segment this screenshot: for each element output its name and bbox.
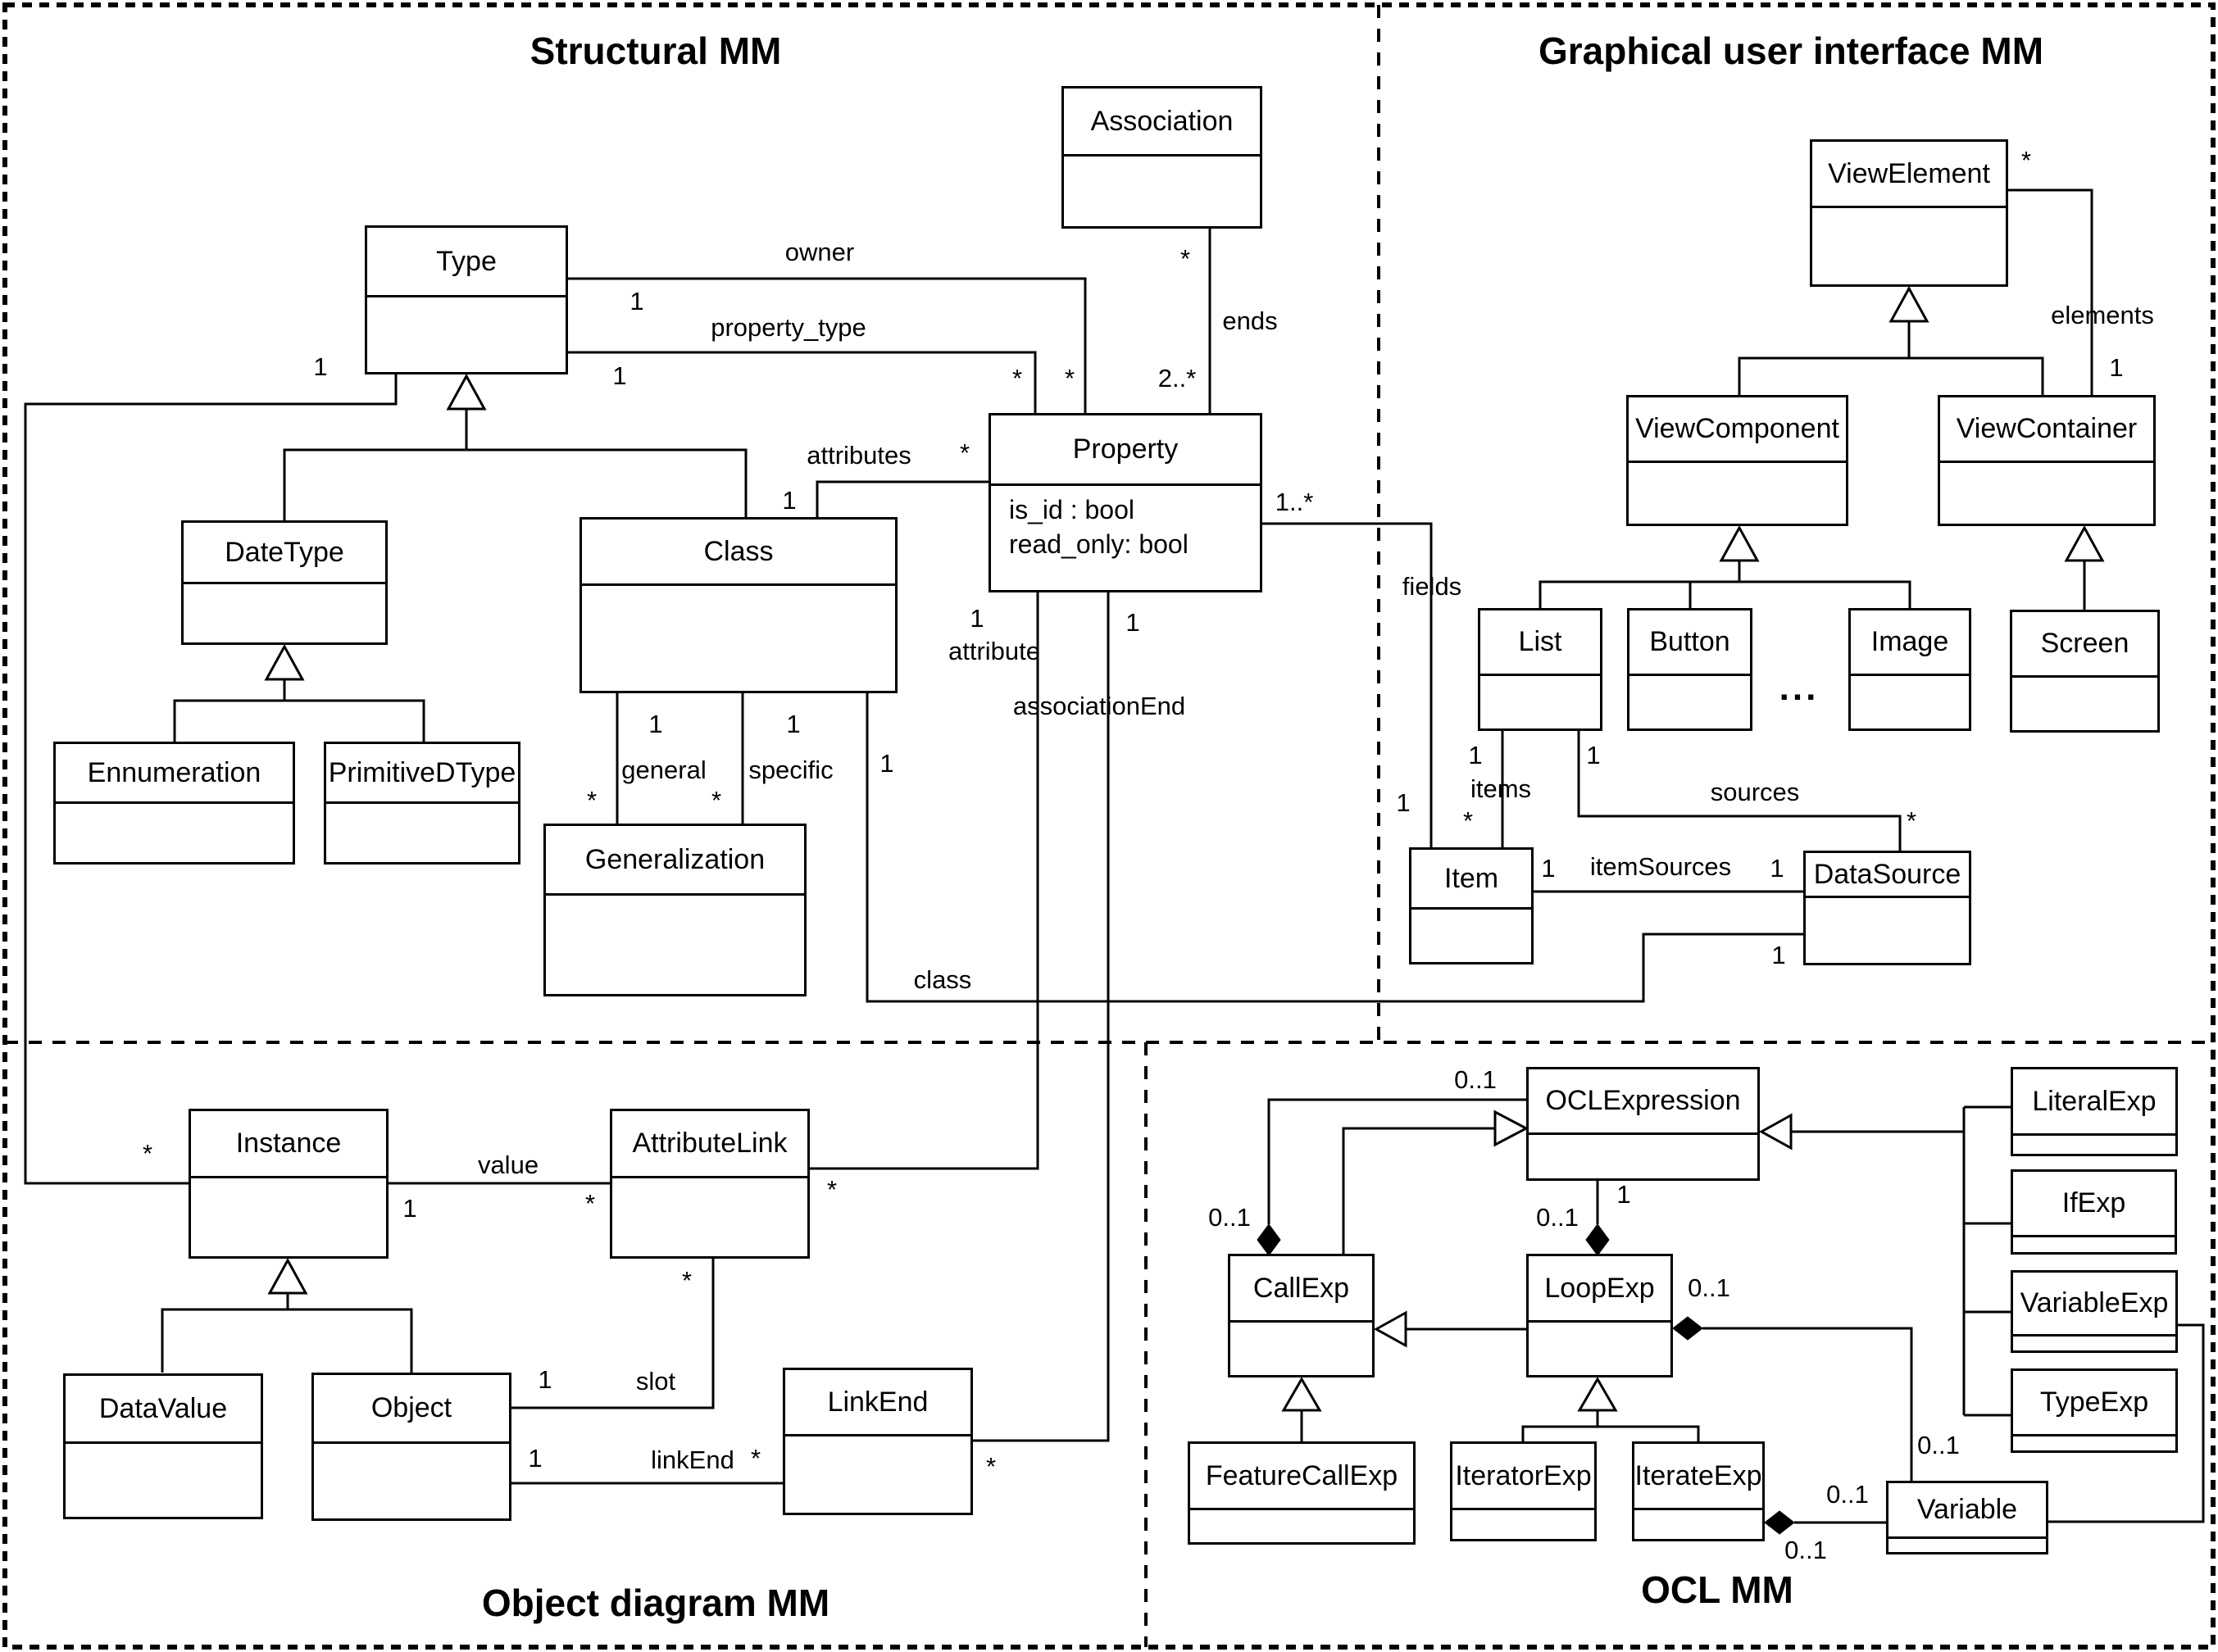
class-name-viewcomponent: ViewComponent (1629, 397, 1846, 463)
mult-loopexp-iterator-variable: 0..1 (1917, 1431, 1960, 1459)
generalization-arrow-viewcomponent (1721, 528, 1757, 560)
class-box-datasource (1803, 851, 1971, 965)
mult-link-end-object: 1 (528, 1444, 543, 1473)
mult-sources-list: 1 (1586, 741, 1601, 769)
mult-property-type-type: 1 (612, 361, 627, 390)
class-body-attributelink (612, 1178, 807, 1256)
mult-owner-type: 1 (629, 287, 644, 315)
class-body-class (582, 586, 895, 691)
class-box-instance (189, 1109, 389, 1259)
class-box-viewcontainer (1938, 395, 2156, 526)
property-attribute-read-only: read_only: bool (1009, 529, 1189, 560)
class-name-callexp: CallExp (1230, 1256, 1372, 1323)
mult-specific-generalization: * (711, 786, 722, 815)
edge-attributes (817, 482, 989, 517)
mult-owner-property: * (1064, 364, 1075, 393)
class-name-class: Class (582, 520, 895, 586)
generalization-arrow-instance (270, 1260, 306, 1293)
section-title-structural: Structural MM (530, 30, 782, 72)
mult-class-class: 1 (879, 749, 894, 778)
class-body-iteratorexp (1452, 1510, 1594, 1539)
mult-fields-item: 1 (1396, 788, 1411, 817)
class-box-image (1848, 608, 1971, 731)
class-body-oclexpression (1529, 1135, 1757, 1178)
class-box-item (1409, 847, 1534, 964)
class-box-viewcomponent (1626, 395, 1848, 526)
class-body-callexp (1230, 1323, 1372, 1375)
mult-value-instance: 1 (402, 1194, 417, 1223)
section-title-gui: Graphical user interface MM (1538, 30, 2044, 72)
mult-value-attributelink: * (584, 1189, 596, 1218)
class-name-literalexp: LiteralExp (2013, 1069, 2175, 1136)
class-name-screen: Screen (2012, 612, 2157, 678)
class-body-featurecallexp (1190, 1510, 1413, 1542)
class-name-iterateexp: IterateExp (1634, 1444, 1762, 1510)
gen-datetype-split (175, 701, 424, 742)
generalization-arrow-type (448, 376, 484, 409)
class-body-viewelement (1812, 208, 2006, 284)
mult-attributes-property: * (959, 438, 970, 467)
mult-specific-class: 1 (786, 710, 801, 738)
class-body-loopexp (1529, 1323, 1670, 1375)
mult-loopexp-body-ocle: 1 (1616, 1180, 1631, 1209)
gen-viewelement-split (1739, 358, 2043, 395)
composition-diamond-loopexp (1586, 1224, 1609, 1255)
gen-viewcomponent-split (1540, 582, 1910, 608)
class-name-generalization: Generalization (546, 826, 804, 896)
class-name-object: Object (314, 1375, 509, 1444)
class-box-button (1627, 608, 1752, 731)
gen-callexp-ocle (1343, 1128, 1495, 1254)
mult-general-generalization: * (586, 786, 598, 815)
mult-general-class: 1 (648, 710, 663, 738)
mult-item-sources-datasource: 1 (1770, 854, 1784, 883)
class-box-primitivedtype (324, 742, 520, 865)
mult-slot-object: 1 (538, 1365, 552, 1394)
class-name-item: Item (1411, 850, 1531, 910)
class-body-type (367, 297, 566, 372)
class-body-association (1064, 157, 1260, 226)
class-body-viewcontainer (1940, 463, 2153, 524)
mult-association-end-property: 1 (1125, 608, 1140, 637)
class-name-button: Button (1629, 610, 1750, 676)
class-body-instance (191, 1178, 386, 1256)
edge-elements (2008, 190, 2092, 395)
class-body-screen (2012, 678, 2157, 730)
gen-instance-split (162, 1309, 411, 1373)
class-name-iteratorexp: IteratorExp (1452, 1444, 1594, 1510)
edge-property-type (568, 352, 1035, 413)
mult-link-end-linkend: * (750, 1444, 761, 1473)
class-box-ifexp (2011, 1169, 2177, 1255)
label-value: value (477, 1150, 539, 1179)
class-box-variable (1886, 1481, 2048, 1554)
edge-owner (568, 279, 1085, 413)
mult-callexp-owner-ocle: 0..1 (1454, 1065, 1497, 1094)
class-body-ifexp (2013, 1237, 2175, 1252)
generalization-arrow-callexp (1284, 1379, 1320, 1410)
mult-class-datasource: 1 (1771, 941, 1786, 969)
label-sources: sources (1710, 778, 1800, 806)
class-box-linkend (783, 1368, 973, 1515)
label-items: items (1470, 774, 1532, 803)
class-box-list (1478, 608, 1602, 731)
class-name-ennumeration: Ennumeration (56, 744, 293, 804)
class-name-oclexpression: OCLExpression (1529, 1069, 1757, 1135)
composition-diamond-iterate-variable (1765, 1511, 1794, 1534)
class-body-literalexp (2013, 1136, 2175, 1154)
class-box-screen (2010, 610, 2160, 733)
generalization-arrow-loopexp (1579, 1379, 1616, 1410)
label-general: general (621, 756, 707, 784)
class-name-variableexp: VariableExp (2013, 1273, 2175, 1337)
generalization-arrow-callexp-right (1376, 1313, 1406, 1346)
mult-association-end-linkend: * (985, 1452, 997, 1481)
ellipsis-more-components: ... (1779, 668, 1820, 708)
mult-elements-viewcontainer: 1 (2109, 353, 2124, 382)
class-box-iteratorexp (1450, 1441, 1597, 1541)
mult-property-type-property: * (1011, 364, 1023, 393)
label-fields: fields (1402, 572, 1462, 601)
class-box-type (365, 225, 568, 374)
label-link-end: linkEnd (651, 1446, 734, 1474)
class-name-viewcontainer: ViewContainer (1940, 397, 2153, 463)
mult-type-instance-instance: * (142, 1139, 153, 1168)
class-name-linkend: LinkEnd (785, 1370, 970, 1436)
class-name-image: Image (1851, 610, 1969, 676)
composition-diamond-callexp (1257, 1224, 1280, 1255)
class-name-list: List (1480, 610, 1600, 676)
generalization-arrow-viewelement (1891, 288, 1927, 321)
class-body-typeexp (2013, 1436, 2175, 1450)
class-body-item (1411, 910, 1531, 962)
class-name-ifexp: IfExp (2013, 1172, 2175, 1237)
class-body-image (1851, 676, 1969, 728)
class-name-instance: Instance (191, 1111, 386, 1178)
label-item-sources: itemSources (1589, 852, 1732, 881)
class-body-button (1629, 676, 1750, 728)
class-box-attributelink (610, 1109, 810, 1259)
mult-sources-datasource: * (1906, 806, 1917, 835)
class-body-primitivedtype (326, 804, 518, 862)
label-attribute: attribute (948, 637, 1041, 665)
class-body-variable (1888, 1539, 2046, 1552)
mult-iterate-result-iterateexp: 0..1 (1784, 1536, 1827, 1564)
mult-loopexp-iterator-loopexp: 0..1 (1688, 1273, 1730, 1302)
generalization-arrow-ocle-right (1761, 1115, 1791, 1148)
label-slot: slot (635, 1367, 676, 1396)
class-body-linkend (785, 1436, 970, 1513)
composition-diamond-loopexp-variable (1673, 1317, 1702, 1340)
class-body-ennumeration (56, 804, 293, 862)
mult-attribute-property: 1 (970, 604, 984, 633)
mult-attributes-class: 1 (782, 486, 797, 515)
generalization-arrow-ocle-left (1495, 1112, 1526, 1145)
class-box-iterateexp (1632, 1441, 1765, 1541)
gen-type-split (284, 450, 746, 520)
class-name-viewelement: ViewElement (1812, 142, 2006, 208)
mult-callexp-owner-callexp: 0..1 (1208, 1203, 1251, 1232)
class-body-viewcomponent (1629, 463, 1846, 524)
class-body-iterateexp (1634, 1510, 1762, 1539)
label-elements: elements (2051, 301, 2154, 329)
generalization-arrow-datetype (266, 647, 302, 679)
class-name-attributelink: AttributeLink (612, 1111, 807, 1178)
class-box-datetype (181, 520, 388, 645)
class-name-featurecallexp: FeatureCallExp (1190, 1444, 1413, 1510)
class-body-datasource (1806, 898, 1969, 963)
label-class: class (913, 965, 972, 994)
class-box-datavalue (63, 1373, 263, 1519)
mult-ends-association: * (1179, 244, 1191, 273)
edge-class (867, 693, 1803, 1001)
label-attributes: attributes (807, 441, 911, 470)
class-box-object (311, 1373, 511, 1521)
mult-loopexp-body-loopexp: 0..1 (1536, 1203, 1579, 1232)
mult-attribute-attributelink: * (826, 1175, 838, 1204)
class-body-property (991, 486, 1260, 590)
class-body-list (1480, 676, 1600, 728)
class-box-oclexpression (1526, 1067, 1760, 1181)
class-name-association: Association (1064, 88, 1260, 157)
class-body-datetype (184, 584, 385, 642)
property-attribute-is-id: is_id : bool (1009, 495, 1134, 524)
gen-loopexp-split (1523, 1427, 1698, 1441)
mult-item-sources-item: 1 (1541, 854, 1556, 883)
class-box-literalexp (2011, 1067, 2178, 1156)
class-body-generalization (546, 896, 804, 994)
label-owner: owner (784, 238, 855, 266)
class-name-datetype: DateType (184, 523, 385, 584)
class-box-class (579, 517, 898, 693)
class-box-association (1061, 86, 1262, 229)
class-box-property (989, 413, 1262, 592)
label-specific: specific (748, 756, 834, 784)
class-box-variableexp (2011, 1270, 2178, 1353)
label-association-end: associationEnd (1012, 692, 1186, 720)
mult-items-list: 1 (1468, 741, 1483, 769)
class-box-featurecallexp (1188, 1441, 1416, 1545)
mult-elements-viewelement: * (2020, 146, 2032, 175)
class-name-type: Type (367, 228, 566, 297)
class-body-object (314, 1444, 509, 1518)
mult-iterate-result-variable: 0..1 (1826, 1480, 1869, 1509)
label-ends: ends (1222, 306, 1278, 335)
label-property-type: property_type (711, 313, 866, 342)
class-box-typeexp (2011, 1368, 2178, 1453)
class-name-loopexp: LoopExp (1529, 1256, 1670, 1323)
class-name-typeexp: TypeExp (2013, 1371, 2175, 1436)
class-name-datavalue: DataValue (66, 1376, 261, 1444)
class-body-variableexp (2013, 1337, 2175, 1350)
class-box-callexp (1228, 1254, 1375, 1377)
class-name-property: Property (991, 415, 1260, 486)
mult-fields-property: 1..* (1275, 488, 1314, 516)
mult-items-item: * (1462, 806, 1474, 835)
class-box-ennumeration (53, 742, 295, 865)
section-title-ocl: OCL MM (1641, 1568, 1793, 1611)
class-box-loopexp (1526, 1254, 1673, 1377)
class-name-datasource: DataSource (1806, 853, 1969, 898)
mult-slot-attributelink: * (681, 1266, 693, 1295)
mult-ends-property: 2..* (1157, 364, 1197, 393)
class-box-generalization (543, 824, 807, 996)
class-box-viewelement (1810, 139, 2008, 287)
class-body-datavalue (66, 1444, 261, 1517)
class-name-primitivedtype: PrimitiveDType (326, 744, 518, 804)
class-name-variable: Variable (1888, 1483, 2046, 1539)
section-title-object: Object diagram MM (481, 1582, 830, 1624)
mult-type-instance-type: 1 (313, 352, 328, 381)
generalization-arrow-viewcontainer (2066, 528, 2102, 560)
comp-callexp-line (1269, 1100, 1526, 1224)
